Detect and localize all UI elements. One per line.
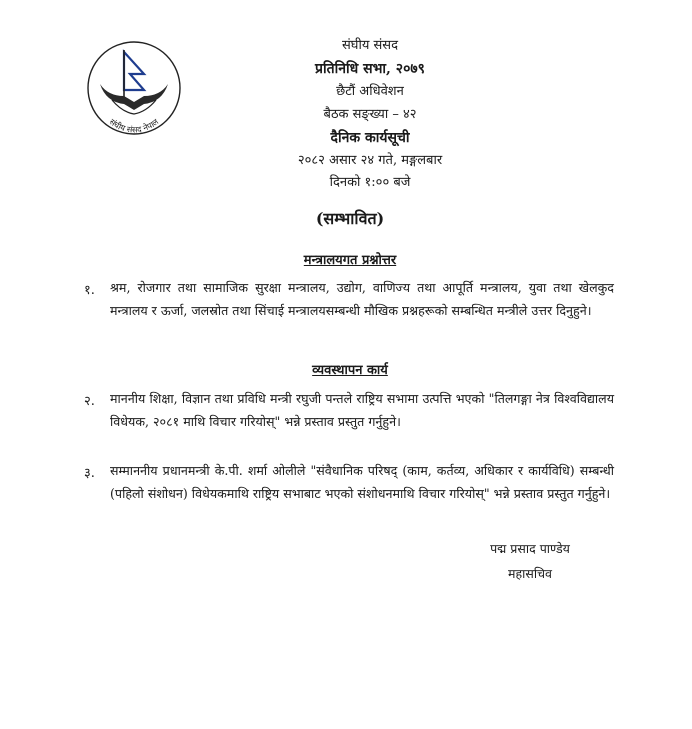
house-name: प्रतिनिधि सभा, २०७९ <box>315 61 425 77</box>
meeting-number: बैठक सङ्ख्या – ४२ <box>323 107 417 122</box>
emblem-arc-text: संघीय संसद नेपाल <box>107 116 161 135</box>
session-name: छैटौं अधिवेशन <box>336 84 404 99</box>
parliament-emblem <box>82 40 186 140</box>
item-number: २. <box>84 394 95 409</box>
parliament-name: संघीय संसद <box>342 38 398 53</box>
item-number: १. <box>84 283 95 298</box>
meeting-time: दिनको १:०० बजे <box>329 175 411 190</box>
section-title-questions: मन्त्रालयगत प्रश्नोत्तर <box>303 253 397 268</box>
section-title-legislation: व्यवस्थापन कार्य <box>312 363 388 378</box>
item-text: श्रम, रोजगार तथा सामाजिक सुरक्षा मन्त्रालय, उद्योग, वाणिज्य तथा आपूर्ति मन्त्रालय, युवा तथा खेलकुद मन्त्रालय र ऊर्जा, जलस्रोत तथा सिंचाई मन्त्रालयसम्बन्धी मौखिक प्रश्नहरूको सम्बन्धित मन्त्रीले उत्तर दिनुहुने। <box>110 280 614 318</box>
item-text: सम्माननीय प्रधानमन्त्री के.पी. शर्मा ओलीले "संवैधानिक परिषद् (काम, कर्तव्य, अधिकार र कार्यविधि) सम्बन्धी (पहिलो संशोधन) विधेयकमाथि राष्ट्रिय सभाबाट भएको संशोधनमाथि विचार गरियोस्" भन्ने प्रस्ताव प्रस्तुत गर्नुहुने। <box>110 463 614 501</box>
meeting-date: २०८२ असार २४ गते, मङ्गलबार <box>297 153 443 168</box>
page-title: दैनिक कार्यसूची <box>330 130 410 146</box>
flag-icon <box>124 52 144 90</box>
signatory-title: महासचिव <box>508 566 552 581</box>
probable-label: (सम्भावित) <box>315 209 385 228</box>
item-number: ३. <box>84 466 95 481</box>
item-text: माननीय शिक्षा, विज्ञान तथा प्रविधि मन्त्री रघुजी पन्तले राष्ट्रिय सभामा उत्पत्ति भएको "तिलगङ्गा नेत्र विश्वविद्यालय विधेयक, २०८१ माथि विचार गरियोस्" भन्ने प्रस्ताव प्रस्तुत गर्नुहुने। <box>110 391 614 429</box>
signatory-name: पद्म प्रसाद पाण्डेय <box>490 541 570 556</box>
